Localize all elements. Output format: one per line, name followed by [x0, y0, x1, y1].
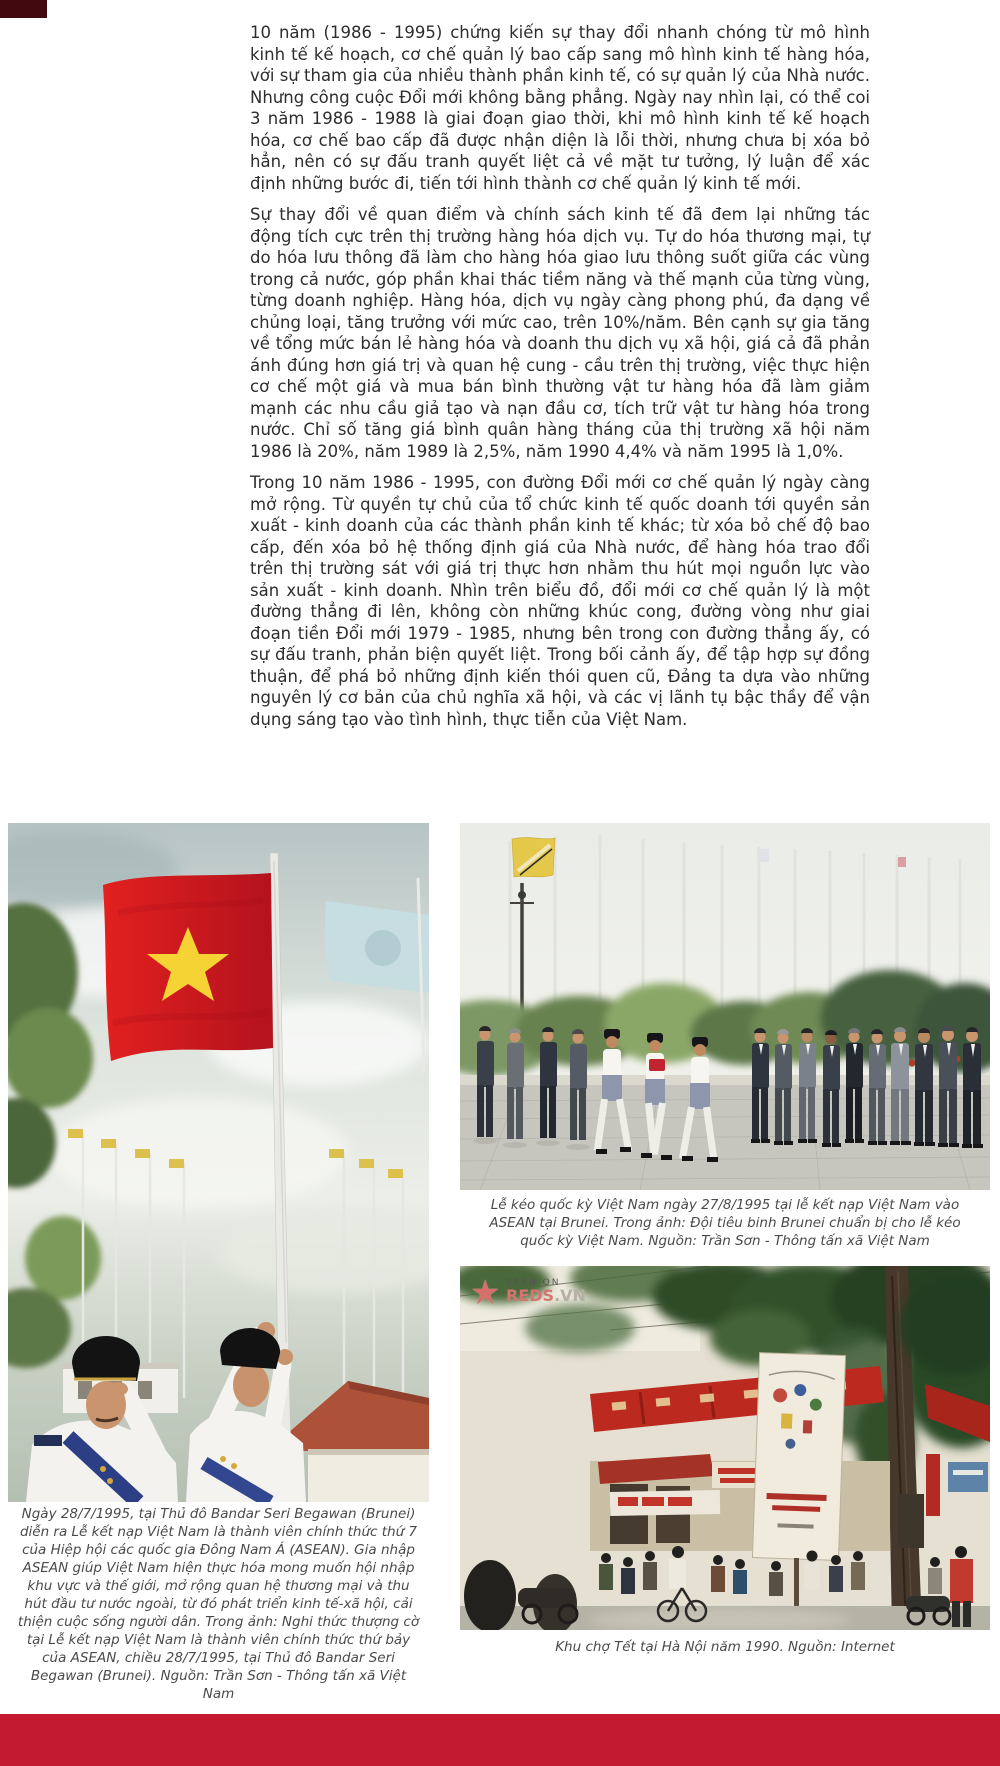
watermark-brand: REDS	[506, 1286, 555, 1305]
body-paragraph: Trong 10 năm 1986 - 1995, con đường Đổi mới cơ chế quản lý ngày càng mở rộng. Từ quyền tự chủ của tổ chức kinh tế quốc doanh tới quyền sản xuất - kinh doanh của các thành phần kinh tế khác; từ xóa bỏ chế độ bao cấp, đến xóa bỏ hệ thống định giá của Nhà nước, để hàng hóa trao đổi trên thị trường sát với giá trị thực hơn nhằm thu hút mọi nguồn lực vào sản xuất - kinh doanh. Nhìn trên biểu đồ, đổi mới cơ chế quản lý là một đường thẳng đi lên, không còn những khúc cong, đường vòng như giai đoạn tiền Đổi mới 1979 - 1985, nhưng bên trong con đường thẳng ấy, có sự đấu tranh, phản biện quyết liệt. Trong bối cảnh ấy, để tập hợp sự đồng thuận, để phá bỏ những định kiến thói quen cũ, Đảng ta dựa vào những nguyên lý cơ bản của chủ nghĩa xã hội, và các vị lãnh tụ bậc thầy để vận dụng sáng tạo vào tình hình, thực tiễn của Việt Nam.	[250, 473, 870, 729]
flag-raising-illustration	[8, 823, 429, 1502]
flag-raising-photo	[8, 823, 429, 1502]
honor-guard-illustration	[460, 823, 990, 1190]
reds-watermark	[470, 1274, 600, 1318]
honor-guard-photo	[460, 823, 990, 1190]
tet-market-photo	[460, 1266, 990, 1630]
article-body	[250, 22, 870, 740]
watermark-domain: .VN	[554, 1286, 586, 1305]
honor-guard-caption: Lễ kéo quốc kỳ Việt Nam ngày 27/8/1995 tại lễ kết nạp Việt Nam vào ASEAN tại Brunei. Trong ảnh: Đội tiêu binh Brunei chuẩn bị cho lễ kéo quốc kỳ Việt Nam. Nguồn: Trần Sơn - Thông tấn xã Việt Nam	[489, 1197, 961, 1249]
tet-market-illustration	[460, 1266, 990, 1630]
bottom-accent-bar	[0, 1714, 1000, 1766]
corner-accent-block	[0, 0, 47, 18]
flag-raising-caption: Ngày 28/7/1995, tại Thủ đô Bandar Seri Begawan (Brunei) diễn ra Lễ kết nạp Việt Nam là thành viên chính thức thứ 7 của Hiệp hội các quốc gia Đông Nam Á (ASEAN). Gia nhập ASEAN giúp Việt Nam hiện thực hóa mong muốn hội nhập khu vực và thế giới, mở rộng quan hệ thương mại và thu hút đầu tư nước ngoài, từ đó phát triển kinh tế-xã hội, cải thiện cuộc sống người dân. Trong ảnh: Nghi thức thượng cờ tại Lễ kết nạp Việt Nam là thành viên chính thức thứ bảy của ASEAN, chiều 28/7/1995, tại Thủ đô Bandar Seri Begawan (Brunei). Nguồn: Trần Sơn - Thông tấn xã Việt Nam	[17, 1506, 420, 1702]
watermark-seen-on: SEEN ON	[506, 1278, 561, 1288]
tet-market-caption: Khu chợ Tết tại Hà Nội năm 1990. Nguồn: Internet	[555, 1639, 895, 1655]
body-paragraph: Sự thay đổi về quan điểm và chính sách kinh tế đã đem lại những tác động tích cực trên thị trường hàng hóa dịch vụ. Tự do hóa thương mại, tự do hóa lưu thông đã làm cho hàng hóa giao lưu thông suốt giữa các vùng trong cả nước, góp phần khai thác tiềm năng và thế mạnh của từng vùng, từng doanh nghiệp. Hàng hóa, dịch vụ ngày càng phong phú, đa dạng về chủng loại, tăng trưởng với mức cao, trên 10%/năm. Bên cạnh sự gia tăng về tổng mức bán lẻ hàng hóa và doanh thu dịch vụ xã hội, giá cả đã phản ánh đúng hơn giá trị và quan hệ cung - cầu trên thị trường, việc thực hiện cơ chế một giá và mua bán bình thường vật tư hàng hóa đã làm giảm mạnh các nhu cầu giả tạo và nạn đầu cơ, tích trữ vật tư hàng hóa trong nước. Chỉ số tăng giá bình quân hàng tháng của thị trường xã hội năm 1986 là 20%, năm 1989 là 2,5%, năm 1990 4,4% và năm 1995 là 1,0%.	[250, 205, 870, 461]
body-paragraph: 10 năm (1986 - 1995) chứng kiến sự thay đổi nhanh chóng từ mô hình kinh tế kế hoạch, cơ chế quản lý bao cấp sang mô hình kinh tế hàng hóa, với sự tham gia của nhiều thành phần kinh tế, có sự quản lý của Nhà nước. Nhưng công cuộc Đổi mới không bằng phẳng. Ngày nay nhìn lại, có thể coi 3 năm 1986 - 1988 là giai đoạn giao thời, khi mô hình kinh tế kế hoạch hóa, cơ chế bao cấp đã được nhận diện là lỗi thời, nhưng chưa bị xóa bỏ hẳn, nên có sự đấu tranh quyết liệt cả về mặt tư tưởng, lý luận để xác định những bước đi, tiến tới hình thành cơ chế quản lý kinh tế mới.	[250, 23, 870, 193]
star-icon: ★	[470, 1273, 501, 1313]
